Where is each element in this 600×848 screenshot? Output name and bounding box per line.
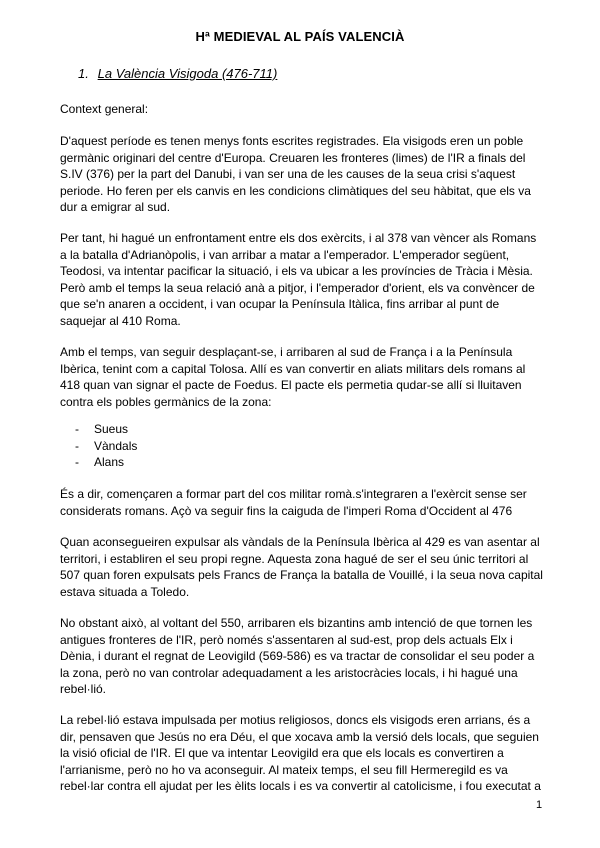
paragraph-6: No obstant això, al voltant del 550, arribaren els bizantins amb intenció de que tornen les antigues fronteres de l'IR, però només s'assentaren al sud-est, prop dels actuals Elx i Dènia, i durant el regnat de Leovigild (569-586) es va tractar de consolidar el seu poder a la zona, però no van controlar adequadament a les aristocràcies locals, i hi hagué una rebel·lió. [60,616,535,696]
paragraph-2: Per tant, hi hagué un enfrontament entre els dos exèrcits, i al 378 van vèncer als Romans a la batalla d'Adrianòpolis, i van arribar a matar a l'emperador. L'emperador següent, Teodosi, va intentar pacificar la situació, i els va ubicar a les províncies de Tràcia i Mèsia. Però amb el temps la seua relació anà a pitjor, i l'emperador d'orient, els va convèncer de que se'n anaren a occident, i van ocupar la Península Itàlica, fins arribar al punt de saquejar al 410 Roma. [60,231,537,328]
paragraph-5: Quan aconsegueiren expulsar als vàndals de la Península Ibèrica al 429 es van asentar al territori, i establiren el seu propi regne. Aquesta zona hagué de ser el seu únic territori al 507 quan foren expulsats pels Francs de França la batalla de Vouillé, i la seua nova capital estava situada a Toledo. [60,535,543,599]
paragraph-3: Amb el temps, van seguir desplaçant-se, i arribaren al sud de França i a la Península Ibèrica, tenint com a capital Tolosa. Allí es van convertir en aliats militars dels romans al 418 quan van signar el pacte de Foedus. El pacte els permetia qudar-se allí si lluitaven contra els pobles germànics de la zona: [60,345,526,409]
list-item-text: Sueus [94,422,129,436]
paragraph-1: D'aquest període es tenen menys fonts escrites registrades. Ela visigods eren un poble germànic originari del centre d'Europa. Creuaren les fronteres (limes) de l'IR a finals del S.IV (376) per la part del Danubi, i van ser una de les causes de la seua crisi s'aquest periode. Ho feren per els canvis en les condicions climàtiques del seu hàbitat, que els va dur a emigrar al sud. [60,134,531,214]
paragraph-7: La rebel·lió estava impulsada per motius religiosos, doncs els visigods eren arrians, és a dir, pensaven que Jesús no era Déu, el que xocava amb la versió dels locals, que seguien la visió oficial de l'IR. El que va intentar Leovigild era que els locals es convertiren a l'arrianisme, però no ho va aconseguir. Al mateix temps, el seu fill Hermeregild es va rebel·lar contra ell ajudat per les èlits locals i es va convertir al catolicisme, i fou executat a [60,713,541,793]
list-item-text: Vàndals [94,438,138,453]
section-number: 1. [78,66,89,81]
document-title: Hª MEDIEVAL AL PAÍS VALENCIÀ [195,29,405,44]
section-title: La València Visigoda (476-711) [97,66,278,81]
section-heading [78,66,277,81]
list-item-text: Alans [94,455,125,469]
germanic-peoples-list [75,421,137,471]
list-item: - Sueus [75,422,129,436]
context-subheading: Context general: [60,102,149,116]
paragraph-4: És a dir, començaren a formar part del cos militar romà.s'integraren a l'exèrcit sense ser considerats romans. Açò va seguir fins la caiguda de l'imperi Roma d'Occident al 476 [60,487,527,518]
list-item: - Vàndals [75,438,138,453]
page-number: 1 [536,799,543,811]
list-item: - Alans [75,455,125,469]
